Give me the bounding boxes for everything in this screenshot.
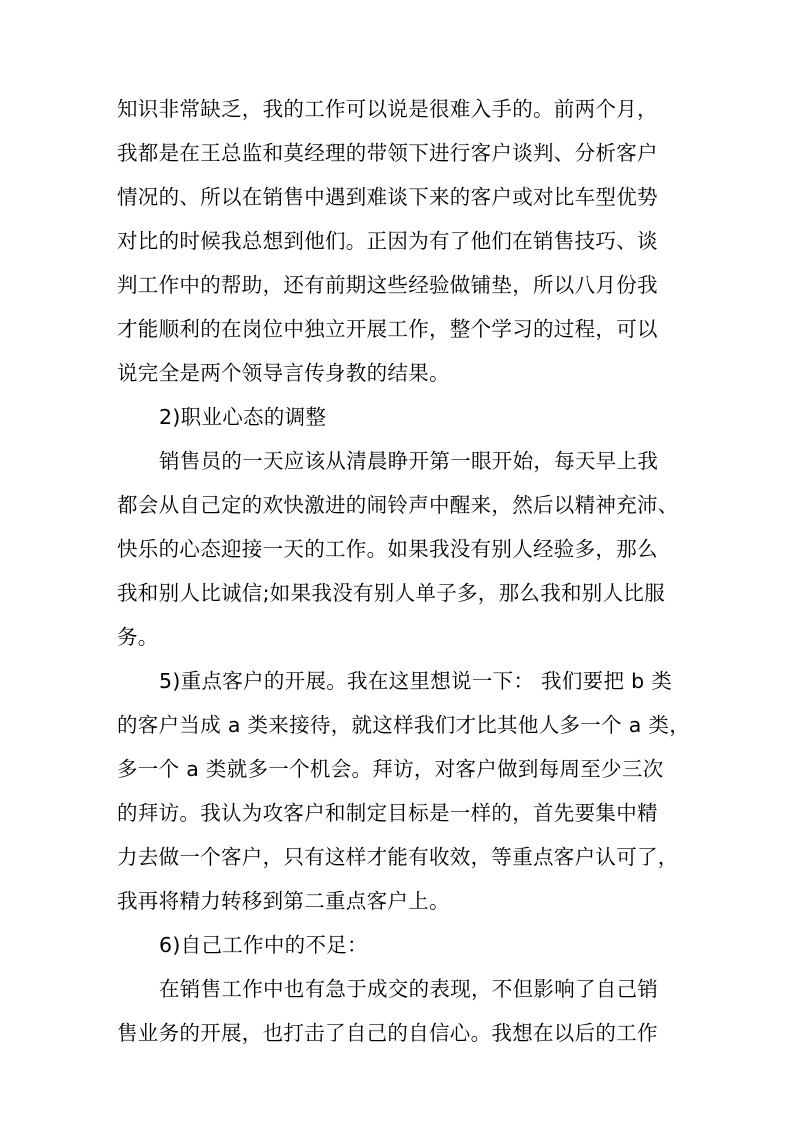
section-heading: 6)自己工作中的不足： <box>159 933 368 957</box>
text-line: 判工作中的帮助，还有前期这些经验做铺垫，所以八月份我 <box>117 273 658 297</box>
text-line: 情况的、所以在销售中遇到难谈下来的客户或对比车型优势 <box>117 185 658 209</box>
text-line: 销售员的一天应该从清晨睁开第一眼开始，每天早上我 <box>159 449 659 473</box>
text-line: 我再将精力转移到第二重点客户上。 <box>117 889 450 913</box>
text-line: 快乐的心态迎接一天的工作。如果我没有别人经验多，那么 <box>117 537 658 561</box>
text-line: 才能顺利的在岗位中独立开展工作，整个学习的过程，可以 <box>117 317 658 341</box>
text-line: 力去做一个客户，只有这样才能有收效，等重点客户认可了， <box>117 845 679 869</box>
text-line: 的拜访。我认为攻客户和制定目标是一样的，首先要集中精 <box>117 801 658 825</box>
text-line: 说完全是两个领导言传身教的结果。 <box>117 361 450 385</box>
text-line: 对比的时候我总想到他们。正因为有了他们在销售技巧、谈 <box>117 229 658 253</box>
section-heading: 2)职业心态的调整 <box>159 405 327 429</box>
text-line: 售业务的开展，也打击了自己的自信心。我想在以后的工作 <box>117 1021 658 1045</box>
text-line: 我和别人比诚信;如果我没有别人单子多，那么我和别人比服 <box>117 581 666 605</box>
text-line: 5)重点客户的开展。我在这里想说一下： 我们要把 b 类 <box>159 669 673 693</box>
text-line: 多一个 a 类就多一个机会。拜访，对客户做到每周至少三次 <box>117 757 664 781</box>
text-line: 知识非常缺乏，我的工作可以说是很难入手的。前两个月， <box>117 97 658 121</box>
text-line: 在销售工作中也有急于成交的表现，不但影响了自己销 <box>159 977 659 1001</box>
text-line: 我都是在王总监和莫经理的带领下进行客户谈判、分析客户 <box>117 141 658 165</box>
text-line: 都会从自己定的欢快激进的闹铃声中醒来，然后以精神充沛、 <box>117 493 679 517</box>
text-line: 的客户当成 a 类来接待，就这样我们才比其他人多一个 a 类， <box>117 713 690 737</box>
text-line: 务。 <box>117 625 159 649</box>
